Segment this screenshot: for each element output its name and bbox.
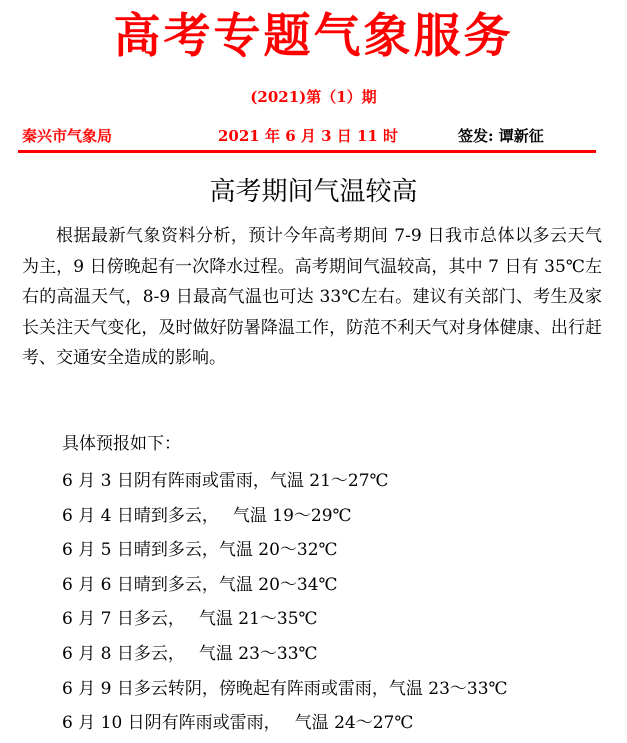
forecast-date: 6 月 5 日 — [62, 540, 134, 561]
red-divider-rule — [18, 150, 596, 153]
headline: 高考期间气温较高 — [209, 177, 418, 207]
forecast-temp: 气温 20～34℃ — [218, 574, 338, 595]
forecast-weather: 晴到多云， — [133, 505, 219, 526]
forecast-row — [62, 706, 508, 741]
forecast-weather: 晴到多云， — [133, 574, 219, 595]
forecast-row — [62, 637, 508, 672]
forecast-row — [62, 568, 508, 603]
forecast-date: 6 月 9 日 — [62, 678, 134, 699]
forecast-temp: 气温 23～33℃ — [388, 678, 508, 699]
forecast-temp: 气温 20～32℃ — [218, 540, 338, 561]
forecast-temp: 气温 21～27℃ — [269, 471, 389, 491]
forecast-row — [62, 464, 508, 499]
issue-date: 2021 年 6 月 3 日 11 时 — [218, 127, 399, 145]
forecast-date: 6 月 6 日 — [62, 574, 134, 595]
forecast-weather: 多云， — [133, 609, 185, 630]
forecast-row — [62, 602, 508, 637]
forecast-intro: 具体预报如下： — [62, 434, 181, 454]
signer: 签发: 谭新征 — [458, 127, 544, 145]
forecast-temp: 气温 23～33℃ — [198, 643, 318, 664]
forecast-weather: 阴有阵雨或雷雨， — [144, 713, 281, 734]
forecast-date: 6 月 8 日 — [62, 643, 134, 664]
forecast-list — [62, 464, 508, 741]
forecast-date: 6 月 4 日 — [62, 505, 134, 526]
body-paragraph: 根据最新气象资料分析，预计今年高考期间 7-9 日我市总体以多云天气为主，9 日傍晚起有一次降水过程。高考期间气温较高，其中 7 日有 35℃左右的高温天气，8-9 日最高气温也可达 33℃左右。建议有关部门、考生及家长关注天气变化，及时做好防暑降温工作，防范不利天气对身体健康、出行赶考、交通安全造成的影响。 — [22, 226, 602, 368]
forecast-temp: 气温 21～35℃ — [198, 609, 318, 630]
forecast-row — [62, 499, 508, 534]
forecast-date: 6 月 3 日 — [62, 471, 134, 491]
forecast-row — [62, 672, 508, 707]
forecast-date: 6 月 10 日 — [62, 713, 145, 734]
forecast-date: 6 月 7 日 — [62, 609, 134, 630]
forecast-weather: 多云转阴，傍晚起有阵雨或雷雨， — [133, 678, 389, 699]
forecast-row — [62, 533, 508, 568]
forecast-temp: 气温 19～29℃ — [232, 505, 352, 526]
forecast-weather: 晴到多云， — [133, 540, 219, 561]
forecast-weather: 多云， — [133, 643, 185, 664]
forecast-temp: 气温 24～27℃ — [294, 713, 414, 734]
issuing-organization: 秦兴市气象局 — [22, 127, 113, 145]
forecast-weather: 阴有阵雨或雷雨， — [133, 471, 270, 491]
issue-number: (2021)第（1）期 — [250, 88, 377, 106]
masthead-title: 高考专题气象服务 — [113, 9, 514, 64]
